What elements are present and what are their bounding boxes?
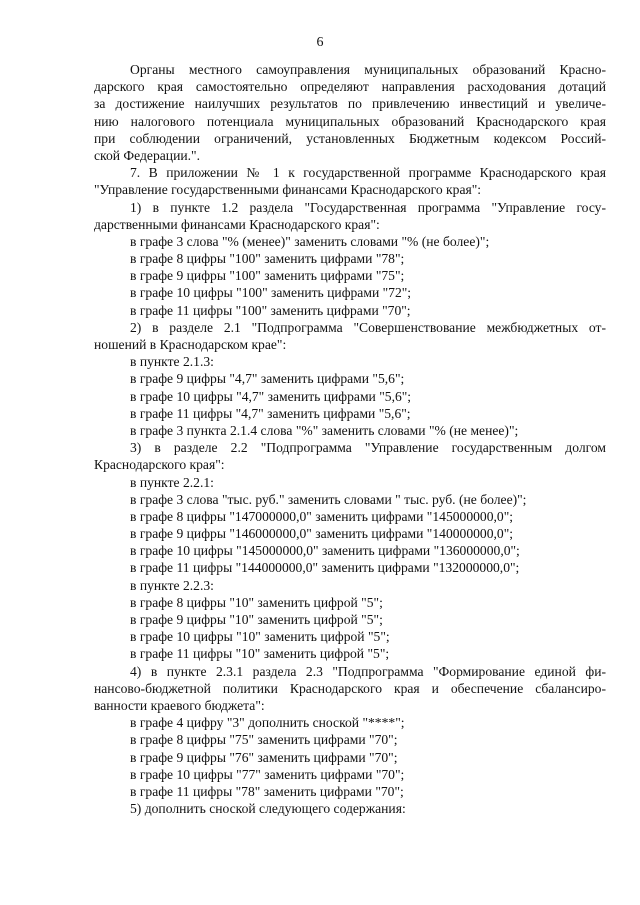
text-line: ской Федерации.".: [94, 147, 200, 163]
text-line: в графе 8 цифры "100" заменить цифрами "78";: [130, 251, 405, 267]
text-line: в графе 11 цифры "144000000,0" заменить цифрами "132000000,0";: [130, 560, 520, 576]
text-line: в графе 8 цифры "75" заменить цифрами "70";: [130, 732, 398, 748]
text-line: ванности краевого бюджета":: [94, 697, 265, 713]
text-line: нансово-бюджетной политики Краснодарского края и обеспечение сбалансиро-: [94, 680, 606, 696]
text-line: дарского края самостоятельно определяют направления расходования дотаций: [94, 79, 606, 95]
text-line: 3) в разделе 2.2 "Подпрограмма "Управление государственным долгом: [130, 440, 606, 456]
text-line: в графе 11 цифры "4,7" заменить цифрами "5,6";: [130, 405, 411, 421]
text-line: в графе 11 цифры "100" заменить цифрами "70";: [130, 302, 411, 318]
text-line: в графе 10 цифры "4,7" заменить цифрами "5,6";: [130, 388, 412, 404]
text-line: нию налогового потенциала муниципальных образований Краснодарского края: [94, 113, 606, 129]
text-line: в графе 9 цифры "10" заменить цифрой "5";: [130, 612, 383, 627]
text-line: в графе 9 цифры "4,7" заменить цифрами "5,6";: [130, 371, 405, 387]
document-body: [94, 61, 606, 817]
text-line: 5) дополнить сноской следующего содержания:: [130, 801, 406, 817]
text-line: при соблюдении ограничений, установленных Бюджетным кодексом Россий-: [94, 130, 606, 146]
text-line: в пункте 2.2.3:: [130, 577, 214, 593]
text-line: в графе 3 слова "% (менее)" заменить словами "% (не более)";: [130, 233, 490, 249]
text-line: в графе 10 цифры "10" заменить цифрой "5";: [130, 629, 390, 645]
text-line: "Управление государственными финансами Краснодарского края":: [94, 182, 482, 198]
text-line: в графе 11 цифры "10" заменить цифрой "5";: [130, 646, 390, 662]
text-line: Органы местного самоуправления муниципальных образований Красно-: [130, 62, 606, 77]
text-line: за достижение наилучших результатов по привлечению инвестиций и увеличе-: [94, 96, 606, 112]
text-line: в графе 3 пункта 2.1.4 слова "%" заменить словами "% (не менее)";: [130, 422, 519, 438]
text-line: в графе 10 цифры "100" заменить цифрами "72";: [130, 285, 412, 301]
page-number: 6: [316, 35, 324, 50]
text-line: дарственными финансами Краснодарского края":: [94, 216, 380, 232]
text-line: 2) в разделе 2.1 "Подпрограмма "Совершенствование межбюджетных от-: [130, 319, 606, 335]
text-line: в графе 10 цифры "77" заменить цифрами "70";: [130, 766, 405, 782]
text-line: в графе 3 слова "тыс. руб." заменить словами " тыс. руб. (не более)";: [130, 491, 527, 507]
text-line: в пункте 2.2.1:: [130, 474, 214, 490]
text-line: в графе 11 цифры "78" заменить цифрами "70";: [130, 783, 404, 799]
text-line: в графе 8 цифры "147000000,0" заменить цифрами "145000000,0";: [130, 508, 514, 524]
text-line: в графе 9 цифры "76" заменить цифрами "70";: [130, 749, 398, 765]
text-line: 4) в пункте 2.3.1 раздела 2.3 "Подпрограмма "Формирование единой фи-: [130, 663, 606, 679]
text-line: 7. В приложении № 1 к государственной программе Краснодарского края: [130, 165, 606, 181]
text-line: в графе 8 цифры "10" заменить цифрой "5";: [130, 594, 383, 610]
text-line: в графе 9 цифры "146000000,0" заменить цифрами "140000000,0";: [130, 526, 514, 542]
text-line: ношений в Краснодарском крае":: [94, 337, 287, 352]
text-line: Краснодарского края":: [94, 457, 225, 473]
text-line: в графе 4 цифру "3" дополнить сноской "****";: [130, 715, 405, 731]
text-line: в графе 9 цифры "100" заменить цифрами "75";: [130, 268, 405, 284]
text-line: в пункте 2.1.3:: [130, 354, 214, 370]
text-line: в графе 10 цифры "145000000,0" заменить цифрами "136000000,0";: [130, 543, 520, 559]
text-line: 1) в пункте 1.2 раздела "Государственная программа "Управление госу-: [130, 199, 606, 215]
